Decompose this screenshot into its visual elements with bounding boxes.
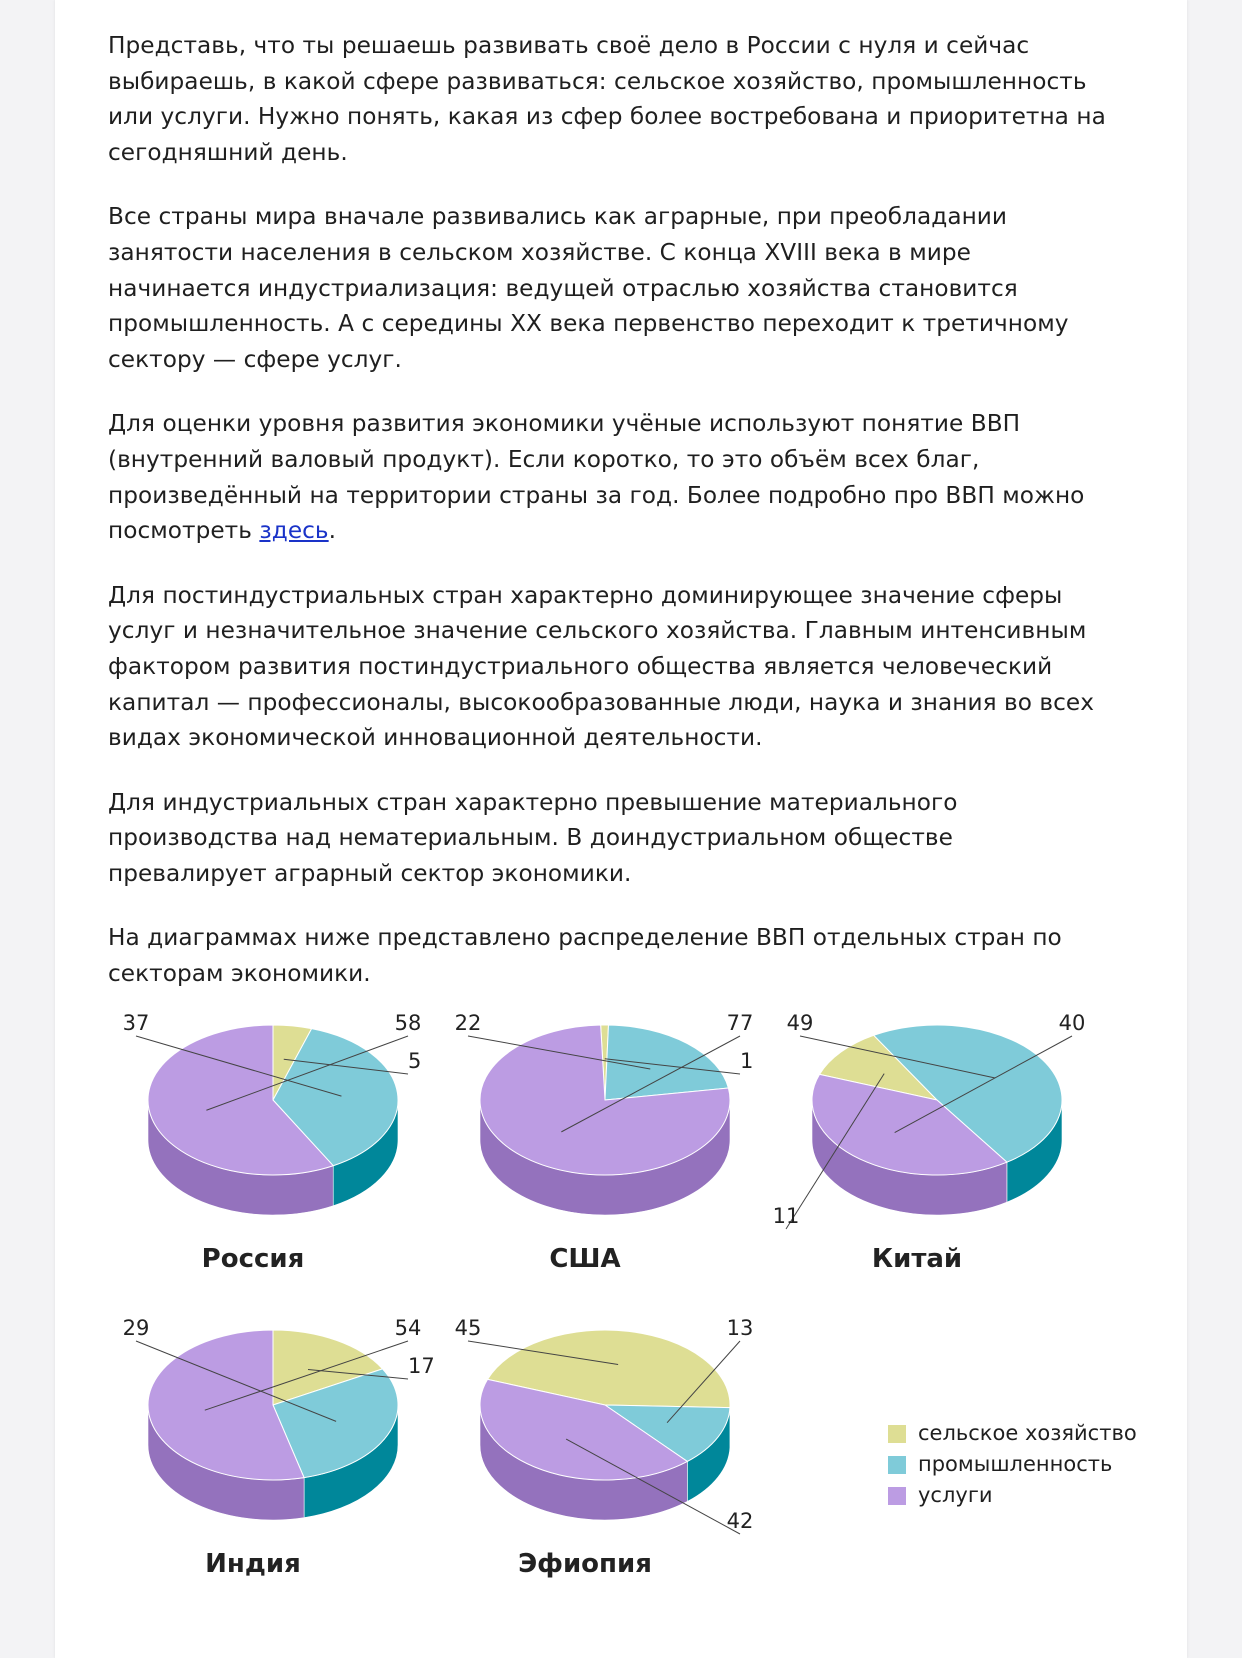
value-label-services: 58 [394, 1011, 422, 1035]
value-label-agriculture: 1 [740, 1049, 754, 1073]
value-label-agriculture: 5 [408, 1049, 422, 1073]
value-label-services: 77 [726, 1011, 754, 1035]
value-label-agriculture: 45 [454, 1316, 482, 1340]
chart-title: Россия [201, 1244, 305, 1274]
legend-item-agriculture [888, 1418, 1137, 1449]
paragraph-postindustrial: Для постиндустриальных стран характерно доминирующее значение сферы услуг и незначительное значение сельского хозяйства. Главным интенсивным фактором развития постиндустриального общества является человеческий капитал — профессионалы, высокообразованные люди, наука и знания во всех видах экономической инновационной деятельности. [108, 581, 1094, 752]
legend-label-industry: промышленность [918, 1452, 1113, 1476]
value-label-services: 40 [1058, 1011, 1086, 1035]
pie-chart-ethiopia [440, 1313, 760, 1603]
pie-chart-usa [440, 1008, 760, 1298]
value-label-services: 42 [726, 1509, 754, 1533]
value-label-services: 54 [394, 1316, 422, 1340]
gdp-pie-charts [108, 1008, 1148, 1638]
article-page [55, 0, 1187, 1658]
legend-item-industry [888, 1449, 1137, 1480]
chart-title: США [549, 1244, 621, 1274]
legend-swatch-services [888, 1487, 906, 1505]
value-label-industry: 13 [726, 1316, 754, 1340]
legend-swatch-industry [888, 1456, 906, 1474]
value-label-industry: 37 [122, 1011, 150, 1035]
article-content [108, 28, 1118, 1021]
paragraph-gdp-text: Для оценки уровня развития экономики учёные используют понятие ВВП (внутренний валовый продукт). Если коротко, то это объём всех благ, произведённый на территории страны за год. Более подробно про ВВП можно посмотреть [108, 410, 1085, 545]
legend-label-agriculture: сельское хозяйство [918, 1421, 1137, 1445]
paragraph-gdp [108, 406, 1118, 548]
value-label-agriculture: 11 [772, 1204, 800, 1228]
value-label-industry: 22 [454, 1011, 482, 1035]
legend-label-services: услуги [918, 1483, 993, 1507]
value-label-agriculture: 17 [408, 1354, 435, 1378]
paragraph-industrial: Для индустриальных стран характерно превышение материального производства над нематериальным. В доиндустриальном обществе превалирует аграрный сектор экономики. [108, 788, 958, 887]
chart-title: Эфиопия [518, 1549, 652, 1579]
pie-chart-india [108, 1313, 435, 1603]
legend-swatch-agriculture [888, 1425, 906, 1443]
chart-title: Китай [871, 1244, 963, 1274]
gdp-more-link[interactable]: здесь [259, 517, 329, 545]
paragraph-intro: Представь, что ты решаешь развивать своё дело в России с нуля и сейчас выбираешь, в какой сфере развиваться: сельское хозяйство, промышленность или услуги. Нужно понять, какая из сфер более востребована и приоритетна на сегодняшний день. [108, 32, 1106, 166]
chart-title: Индия [205, 1549, 301, 1579]
paragraph-history: Все страны мира вначале развивались как аграрные, при преобладании занятости населения в сельском хозяйстве. С конца XVIII века в мире начинается индустриализация: ведущей отраслью хозяйства становится промышленность. А с середины XX века первенство переходит к третичному сектору — сфере услуг. [108, 203, 1069, 373]
paragraph-charts-intro: На диаграммах ниже представлено распределение ВВП отдельных стран по секторам экономики. [108, 924, 1062, 988]
pie-chart-china [772, 1008, 1092, 1298]
paragraph-gdp-end: . [328, 517, 337, 545]
chart-legend [888, 1418, 1137, 1511]
value-label-industry: 29 [122, 1316, 150, 1340]
pie-chart-russia [108, 1008, 428, 1298]
legend-item-services [888, 1480, 1137, 1511]
pie-slice-industry [605, 1025, 728, 1100]
value-label-industry: 49 [786, 1011, 814, 1035]
